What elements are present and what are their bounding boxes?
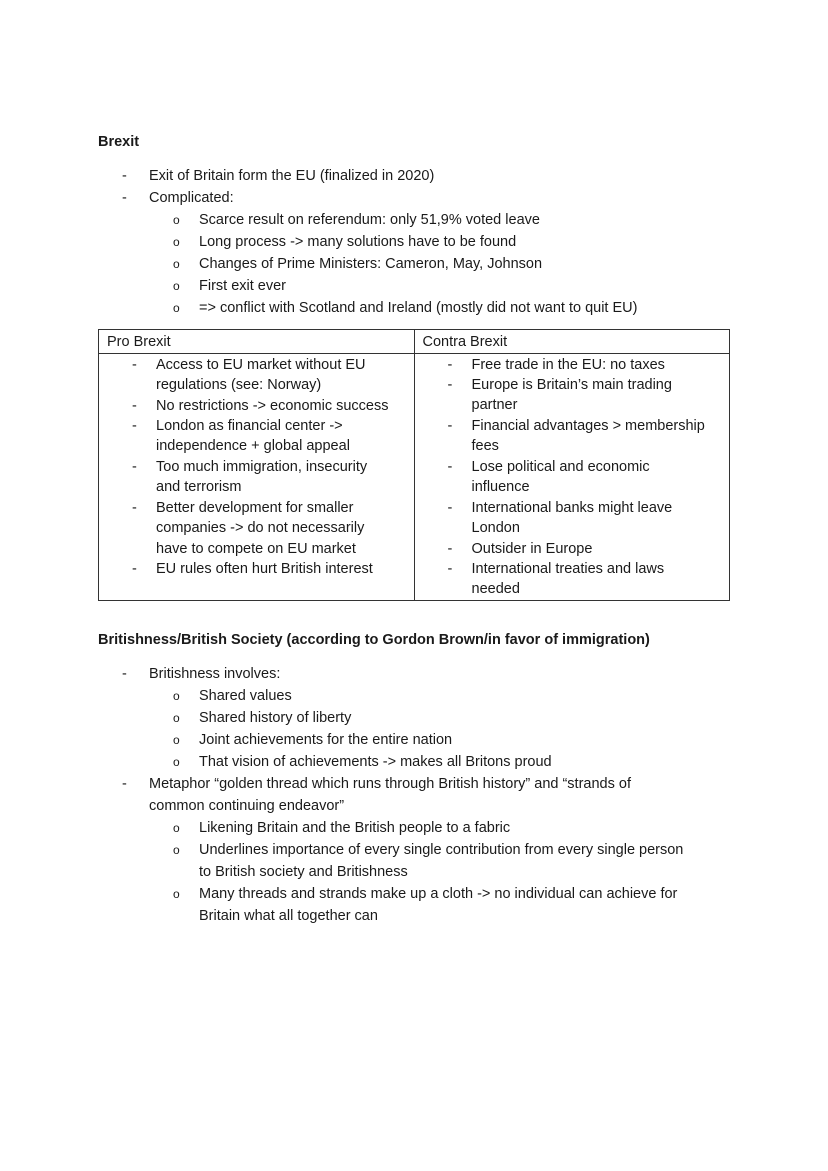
contra-item: - Europe is Britain’s main trading partner <box>447 377 672 414</box>
pro-contra-table <box>98 329 730 601</box>
sub-list-item: o Shared history of liberty <box>199 707 739 729</box>
sub-list-item: o Shared values <box>199 685 739 707</box>
pro-item: - Access to EU market without EU regulations (see: Norway) <box>132 357 366 394</box>
sub-list-item: o Changes of Prime Ministers: Cameron, May, Johnson <box>199 253 739 275</box>
bullet-dash: - <box>122 666 127 682</box>
contra-column <box>415 354 730 600</box>
bullet-circle: o <box>173 279 180 293</box>
bullet-dash: - <box>132 459 137 475</box>
contra-item: - Outsider in Europe <box>472 539 593 559</box>
sub-list-item: o Joint achievements for the entire nation <box>199 729 739 751</box>
list-item: - Britishness involves: <box>149 663 749 685</box>
bullet-dash: - <box>447 541 453 557</box>
contra-item: - Financial advantages > membership fees <box>447 418 705 455</box>
contra-header: Contra Brexit <box>414 330 730 354</box>
pro-item: - London as financial center -> independence + global appeal <box>132 418 350 455</box>
bullet-circle: o <box>173 301 180 315</box>
contra-item: - International banks might leave London <box>447 500 673 537</box>
bullet-circle: o <box>173 843 180 857</box>
bullet-dash: - <box>122 168 127 184</box>
pro-header: Pro Brexit <box>99 330 415 354</box>
bullet-circle: o <box>173 711 180 725</box>
list-item: - Exit of Britain form the EU (finalized in 2020) <box>149 165 749 187</box>
britishness-heading: Britishness/British Society (according to Gordon Brown/in favor of immigration) <box>98 632 650 648</box>
bullet-dash: - <box>447 561 453 577</box>
sub-list-item: o Likening Britain and the British people to a fabric <box>199 817 739 839</box>
bullet-dash: - <box>132 357 137 373</box>
bullet-dash: - <box>447 377 453 393</box>
bullet-dash: - <box>132 418 137 434</box>
sub-list-item: o First exit ever <box>199 275 739 297</box>
list-item: - Metaphor “golden thread which runs through British history” and “strands of common continuing endeavor” <box>149 773 749 817</box>
sub-list-item: o Underlines importance of every single contribution from every single person to British society and Britishness <box>199 839 739 883</box>
bullet-dash: - <box>122 190 127 206</box>
bullet-dash: - <box>132 398 137 414</box>
bullet-circle: o <box>173 821 180 835</box>
bullet-dash: - <box>132 561 137 577</box>
bullet-circle: o <box>173 257 180 271</box>
bullet-dash: - <box>447 459 453 475</box>
contra-item: - Lose political and economic influence <box>447 459 650 496</box>
pro-column <box>99 354 414 600</box>
bullet-dash: - <box>447 500 453 516</box>
sub-list-item: o Many threads and strands make up a cloth -> no individual can achieve for Britain what all together can <box>199 883 739 927</box>
bullet-dash: - <box>122 776 127 792</box>
bullet-dash: - <box>447 418 453 434</box>
bullet-circle: o <box>173 213 180 227</box>
bullet-circle: o <box>173 755 180 769</box>
pro-item: - EU rules often hurt British interest <box>156 559 373 579</box>
sub-list-item: o Long process -> many solutions have to be found <box>199 231 739 253</box>
contra-item: - Free trade in the EU: no taxes <box>472 355 665 375</box>
brexit-heading: Brexit <box>98 134 140 150</box>
bullet-circle: o <box>173 733 180 747</box>
bullet-dash: - <box>447 357 453 373</box>
sub-list-item: o Scarce result on referendum: only 51,9% voted leave <box>199 209 739 231</box>
pro-item: - Too much immigration, insecurity and terrorism <box>132 459 368 496</box>
contra-item: - International treaties and laws needed <box>447 561 665 598</box>
list-item: - Complicated: <box>149 187 749 209</box>
pro-item: - Better development for smaller companies -> do not necessarily have to compete on EU market <box>132 500 365 557</box>
pro-item: - No restrictions -> economic success <box>156 396 388 416</box>
bullet-circle: o <box>173 235 180 249</box>
sub-list-item: o => conflict with Scotland and Ireland (mostly did not want to quit EU) <box>199 297 739 319</box>
bullet-circle: o <box>173 887 180 901</box>
bullet-circle: o <box>173 689 180 703</box>
sub-list-item: o That vision of achievements -> makes all Britons proud <box>199 751 739 773</box>
bullet-dash: - <box>132 500 137 516</box>
